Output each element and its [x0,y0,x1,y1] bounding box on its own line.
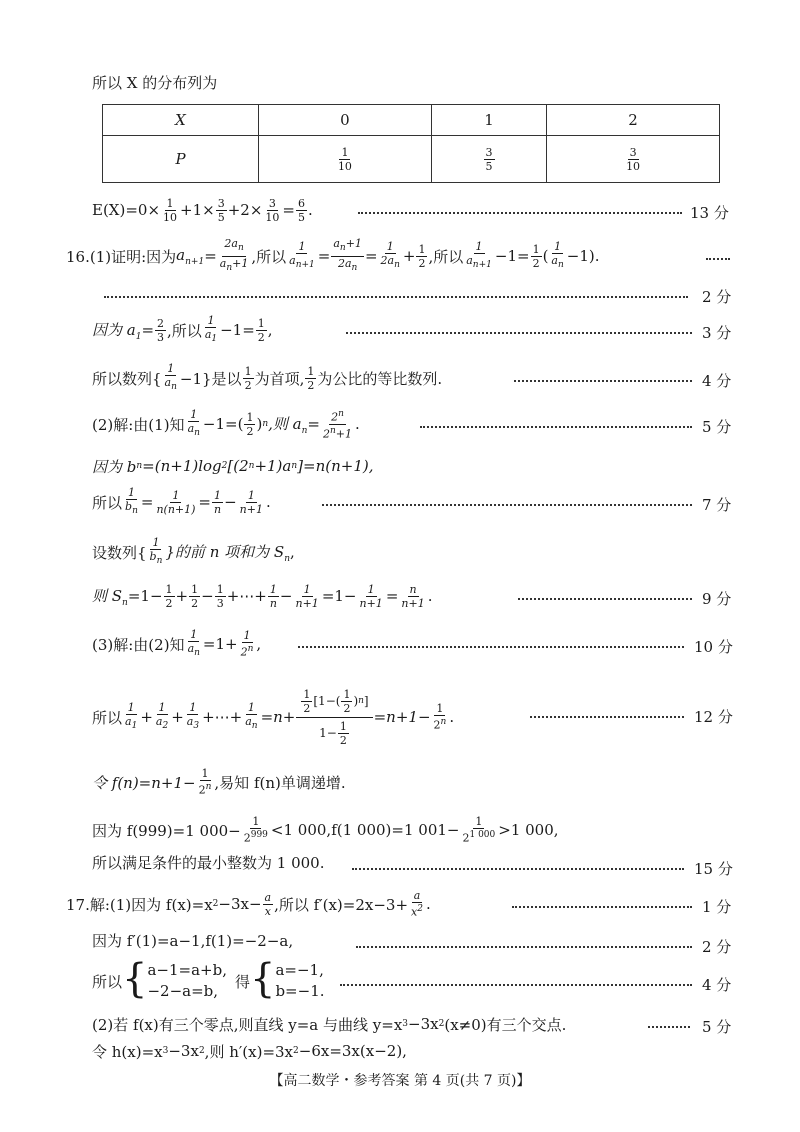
q16-sum-reciprocal-line: 所以 1 $a_1$ + $\frac{1}{a_2}$ + $\frac{1}{a_3}$ +⋯+ $\frac{1}{a_n}$ =n+ 1 2 [1−( 1 2 ) n ] 1− $\frac{1}{2}$ =n+1− $\frac{1}{2^n}$ . [92,687,455,747]
score-label: 5 分 [702,1018,732,1036]
intro-text: 所以 X 的分布列为 [92,74,218,92]
q16-sequence-line: 所以数列{ 1 $a_n$ −1}是以 1 2 为首项, 1 2 为公比的等比数列. [92,361,443,393]
score-label: 4 分 [702,372,732,390]
score-label: 2 分 [702,288,732,306]
table-cell: 0 [259,105,432,136]
dot-leader [706,258,730,260]
dot-leader [340,984,692,986]
q16-bn-line: 因为 b n =(n+1)log 2 [(2 n +1)a n ]=n(n+1), [92,457,374,476]
table-row [103,105,720,136]
dot-leader [104,296,688,298]
q17-system-line: 所以 { a−1=a+b, −2−a=b, 得 { a=−1, b=−1. [92,956,325,1002]
q16-part3-line: (3)解:由(2)知 $\frac{1}{a_n}$ =1+ $\frac{1}{2^n}$ , [92,627,262,659]
table-header-p: P [103,136,259,183]
dot-leader [352,868,684,870]
dot-leader [514,380,692,382]
q16-fn-line: 令 f(n)=n+1− $\frac{1}{2^n}$ ,易知 f(n)单调递增. [92,767,346,797]
dot-leader [530,716,684,718]
q16-reciprocal-line: 所以 $\frac{1}{b_n}$ = $\frac{1}{n(n+1)}$ = $\frac{1}{n}$ − $\frac{1}{n+1}$ . [92,485,271,517]
dot-leader [648,1026,690,1028]
q16-proof-line: 16.(1)证明:因为 $a_{n+1}$ = $\frac{2a_n}{a_n+1}$ ,所以 $\frac{1}{a_{n+1}}$ = $\frac{a_n+1}{2a_n}$ = $\frac{1}{2a_n}$ + $\frac{1}{2}$ ,所以 1 $a_{n+1}$ −1= $\frac{1}{2}$ ( 1 $a_n$ −1). [66,237,600,273]
brace-icon: { [250,956,276,1002]
dot-leader [346,332,692,334]
score-label: 10 分 [694,638,733,656]
score-label: 9 分 [702,590,732,608]
score-label: 13 分 [690,204,729,222]
dot-leader [358,212,682,214]
q17-part2-line: (2)若 f(x)有三个零点,则直线 y=a 与曲线 y=x 3 −3x 2 (x≠0)有三个交点. [92,1015,567,1034]
score-label: 12 分 [694,708,733,726]
table-cell: $\frac{3}{10}$ [547,136,720,183]
table-cell: 1 [431,105,546,136]
q16-conclusion: 所以满足条件的最小整数为 1 000. [92,854,325,872]
score-label: 3 分 [702,324,732,342]
table-cell: $\frac{3}{5}$ [431,136,546,183]
q17-part1-line: 17.解:(1)因为 f(x)=x 2 −3x− $\frac{a}{x}$ ,所以 f′(x)=2x−3+ $\frac{a}{x^2}$ . [66,889,431,919]
compound-fraction: 1 2 [1−( 1 2 ) n ] 1− $\frac{1}{2}$ [296,686,372,749]
expectation-line: E(X)=0× $\frac{1}{10}$ +1× $\frac{3}{5}$ +2× $\frac{3}{10}$ = $\frac{6}{5}$ . [92,196,313,224]
dot-leader [356,946,692,948]
dot-leader [518,598,692,600]
q17-derivative-values: 因为 f′(1)=a−1,f(1)=−2−a, [92,932,294,950]
score-label: 1 分 [702,898,732,916]
dot-leader [512,906,692,908]
score-label: 2 分 [702,938,732,956]
dot-leader [298,646,684,648]
page-footer: 【高二数学・参考答案 第 4 页(共 7 页)】 [269,1073,531,1089]
q16-sum-line: 则 $S_n$ =1− $\frac{1}{2}$ + $\frac{1}{2}$ − $\frac{1}{3}$ +⋯+ $\frac{1}{n}$ − $\frac{1}{n+1}$ =1− $\frac{1}{n+1}$ = $\frac{n}{n+1}$ . [92,582,433,610]
table-cell: $\frac{1}{10}$ [259,136,432,183]
q17-hx-line: 令 h(x)=x 3 −3x 2 ,则 h′(x)=3x 2 −6x=3x(x−2), [92,1042,407,1061]
q16-a1-line: 因为 $a_1$ = $\frac{2}{3}$ ,所以 1 $a_1$ −1= $\frac{1}{2}$ , [92,313,273,345]
dot-leader [322,504,692,506]
score-label: 4 分 [702,976,732,994]
table-header-x: X [103,105,259,136]
brace-icon: { [122,956,148,1002]
distribution-table [102,104,720,183]
q16-check-line: 因为 f(999)=1 000− $\frac{1}{2^{999}}$ <1 000,f(1 000)=1 001− $\frac{1}{2^{1 000}}$ >1 000, [92,815,559,845]
score-label: 5 分 [702,418,732,436]
table-cell: 2 [547,105,720,136]
score-label: 15 分 [694,860,733,878]
score-label: 7 分 [702,496,732,514]
table-row [103,136,720,183]
q16-part2-line: (2)解:由(1)知 1 $a_n$ −1=( 1 2 ) n ,则 $a_n$ = $\frac{2^n}{2^n+1}$ . [92,407,360,441]
dot-leader [420,426,692,428]
q16-sum-definition: 设数列{ 1 $b_n$ }的前 n 项和为 $S_n$ , [92,535,295,567]
